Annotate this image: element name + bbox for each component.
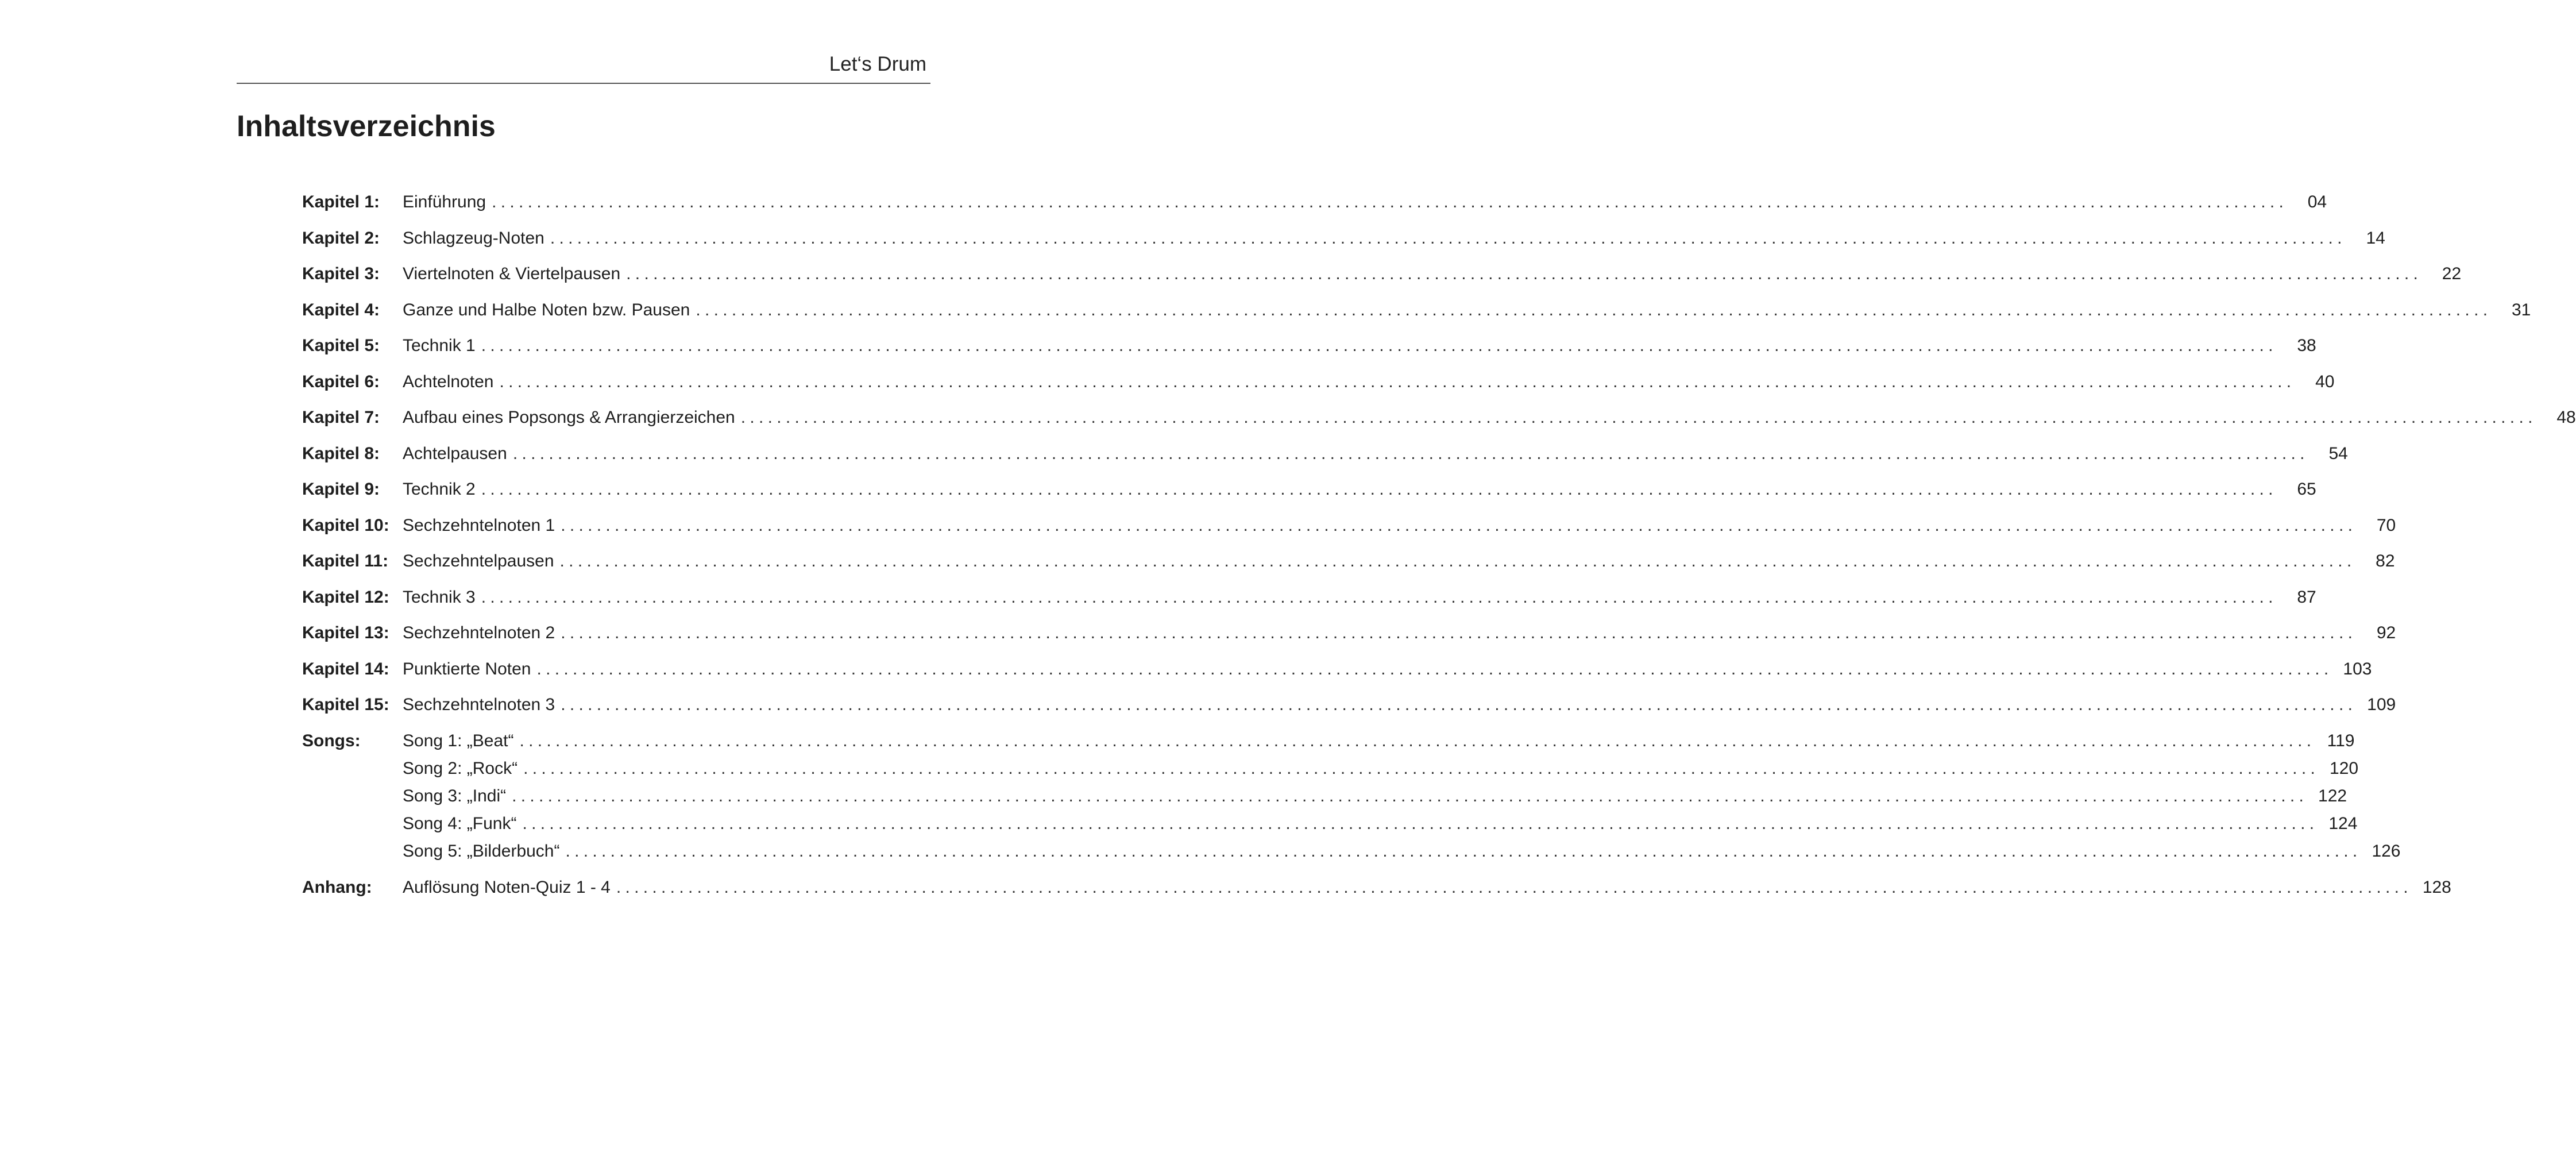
toc-entry-title: Schlagzeug-Noten xyxy=(403,229,544,248)
toc-entry-page: 128 xyxy=(2422,878,2451,897)
toc-entry xyxy=(302,549,2395,574)
toc-entry-page: 119 xyxy=(2327,731,2355,750)
dot-leader: ........................................................................................................................................................................................................ xyxy=(559,552,2356,570)
toc-entry-title: Aufbau eines Popsongs & Arrangierzeichen xyxy=(403,408,735,427)
toc-entry-title: Viertelnoten & Viertelpausen xyxy=(403,264,621,283)
toc-entry-page: 92 xyxy=(2376,623,2396,642)
toc-entry-page: 65 xyxy=(2297,480,2316,499)
header-divider xyxy=(237,83,930,84)
dot-leader: ........................................................................................................................................................................................................ xyxy=(626,264,2423,283)
toc-entry-page: 22 xyxy=(2442,264,2462,283)
toc-entry-label: Kapitel 12: xyxy=(302,588,389,607)
toc-entry-title: Achtelnoten xyxy=(403,372,494,391)
toc-entry-label: Kapitel 5: xyxy=(302,336,380,355)
toc-entry-title: Sechzehntelnoten 2 xyxy=(403,623,555,642)
toc-entry-label: Kapitel 6: xyxy=(302,372,380,391)
dot-leader: ........................................................................................................................................................................................................ xyxy=(481,588,2277,607)
toc-entry-page: 04 xyxy=(2307,192,2327,211)
toc-entry xyxy=(302,226,2385,251)
toc-entry-page: 109 xyxy=(2367,695,2396,714)
dot-leader: ........................................................................................................................................................................................................ xyxy=(519,731,2316,750)
toc-entry-page: 38 xyxy=(2297,336,2316,355)
dot-leader: ........................................................................................................................................................................................................ xyxy=(536,660,2333,678)
toc-entry xyxy=(302,657,2372,682)
toc-entry xyxy=(302,728,2355,754)
toc-entry-title: Song 3: „Indi“ xyxy=(403,786,507,805)
dot-leader: ........................................................................................................................................................................................................ xyxy=(561,516,2357,535)
toc-entry-page: 70 xyxy=(2376,516,2396,535)
toc-entry-title: Technik 3 xyxy=(403,588,476,607)
toc-entry-page: 48 xyxy=(2556,408,2576,427)
dot-leader: ........................................................................................................................................................................................................ xyxy=(512,444,2309,463)
toc-entry xyxy=(302,261,2462,287)
toc-entry-page: 122 xyxy=(2318,786,2347,805)
toc-entry-title: Sechzehntelpausen xyxy=(403,552,554,570)
toc-entry xyxy=(302,784,2347,809)
dot-leader: ........................................................................................................................................................................................................ xyxy=(481,336,2277,355)
toc-entry-title: Song 5: „Bilderbuch“ xyxy=(403,842,560,861)
toc-entry xyxy=(302,333,2316,358)
page-title: Inhaltsverzeichnis xyxy=(237,110,496,143)
running-header: Let‘s Drum xyxy=(829,53,926,75)
toc-entry-title: Punktierte Noten xyxy=(403,660,531,678)
toc-entry-title: Achtelpausen xyxy=(403,444,507,463)
toc-entry xyxy=(302,585,2316,610)
dot-leader: ........................................................................................................................................................................................................ xyxy=(512,786,2308,805)
toc-entry xyxy=(302,811,2358,836)
toc-entry-page: 82 xyxy=(2376,552,2395,570)
toc-entry-label: Kapitel 4: xyxy=(302,300,380,319)
dot-leader: ........................................................................................................................................................................................................ xyxy=(616,878,2412,897)
toc-entry-page: 31 xyxy=(2511,300,2531,319)
dot-leader: ........................................................................................................................................................................................................ xyxy=(561,623,2357,642)
dot-leader: ........................................................................................................................................................................................................ xyxy=(499,372,2296,391)
toc-entry xyxy=(302,692,2396,718)
toc-entry-title: Song 1: „Beat“ xyxy=(403,731,514,750)
toc-entry-page: 40 xyxy=(2315,372,2335,391)
dot-leader: ........................................................................................................................................................................................................ xyxy=(481,480,2277,499)
toc-entry-label: Kapitel 9: xyxy=(302,480,380,499)
toc-entry-label: Kapitel 7: xyxy=(302,408,380,427)
toc-entry xyxy=(302,839,2401,864)
dot-leader: ........................................................................................................................................................................................................ xyxy=(522,814,2319,833)
dot-leader: ........................................................................................................................................................................................................ xyxy=(561,695,2357,714)
toc-entry-label: Kapitel 2: xyxy=(302,229,380,248)
toc-entry-label: Kapitel 1: xyxy=(302,192,380,211)
toc-entry-title: Einführung xyxy=(403,192,486,211)
toc-entry-page: 14 xyxy=(2366,229,2385,248)
dot-leader: ........................................................................................................................................................................................................ xyxy=(550,229,2346,248)
toc-entry xyxy=(302,477,2316,502)
toc-entry-label: Kapitel 3: xyxy=(302,264,380,283)
toc-entry-label: Kapitel 11: xyxy=(302,552,389,570)
dot-leader: ........................................................................................................................................................................................................ xyxy=(492,192,2288,211)
toc-entry xyxy=(302,756,2359,781)
toc-entry-title: Song 4: „Funk“ xyxy=(403,814,517,833)
toc-entry-title: Ganze und Halbe Noten bzw. Pausen xyxy=(403,300,690,319)
toc-entry-page: 103 xyxy=(2343,660,2372,678)
toc-entry xyxy=(302,441,2348,466)
toc-entry-page: 87 xyxy=(2297,588,2316,607)
toc-entry-label: Anhang: xyxy=(302,878,372,897)
toc-entry-label: Songs: xyxy=(302,731,361,750)
toc-entry xyxy=(302,620,2396,646)
toc-entry xyxy=(302,875,2451,900)
toc-entry-page: 54 xyxy=(2328,444,2348,463)
toc-entry-page: 126 xyxy=(2372,842,2401,861)
toc-entry xyxy=(302,298,2531,323)
toc-entry-page: 120 xyxy=(2330,759,2359,778)
toc-entry xyxy=(302,369,2335,395)
toc-entry xyxy=(302,513,2396,538)
toc-entry-page: 124 xyxy=(2328,814,2358,833)
toc-entry-title: Song 2: „Rock“ xyxy=(403,759,518,778)
toc-entry xyxy=(302,405,2576,430)
dot-leader: ........................................................................................................................................................................................................ xyxy=(740,408,2537,427)
toc-entry-label: Kapitel 13: xyxy=(302,623,389,642)
toc-entry-title: Sechzehntelnoten 3 xyxy=(403,695,555,714)
toc-entry-label: Kapitel 15: xyxy=(302,695,389,714)
dot-leader: ........................................................................................................................................................................................................ xyxy=(696,300,2492,319)
toc-entry-title: Auflösung Noten-Quiz 1 - 4 xyxy=(403,878,611,897)
toc-entry-label: Kapitel 14: xyxy=(302,660,389,678)
toc-entry-label: Kapitel 10: xyxy=(302,516,389,535)
dot-leader: ........................................................................................................................................................................................................ xyxy=(565,842,2362,861)
toc-entry-title: Technik 2 xyxy=(403,480,476,499)
toc-entry xyxy=(302,190,2327,215)
dot-leader: ........................................................................................................................................................................................................ xyxy=(523,759,2320,778)
toc-entry-title: Technik 1 xyxy=(403,336,476,355)
toc-entry-title: Sechzehntelnoten 1 xyxy=(403,516,555,535)
toc-entry-label: Kapitel 8: xyxy=(302,444,380,463)
